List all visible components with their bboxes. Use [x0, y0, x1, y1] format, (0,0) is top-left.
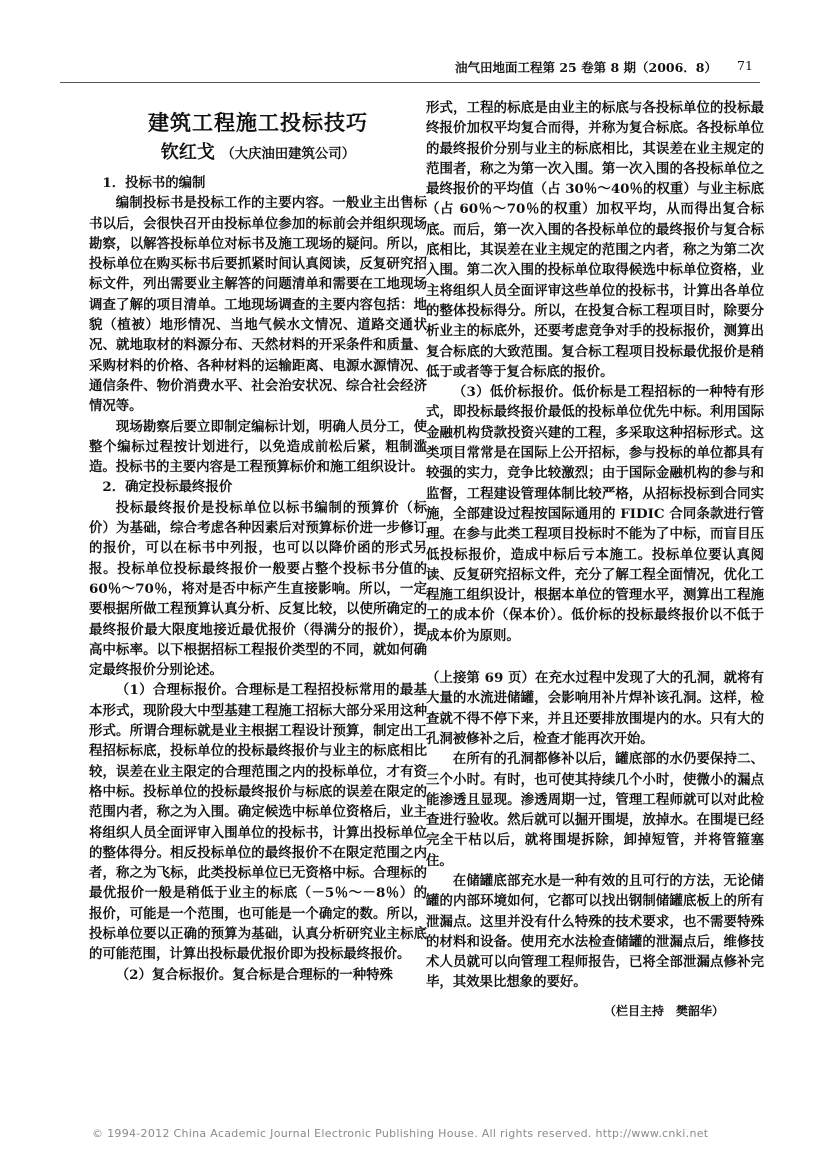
section-heading-1: 1．投标书的编制	[102, 175, 206, 191]
copyright-footer: © 1994-2012 China Academic Journal Electronic Publishing House. All rights reserved. http://www.cnki.net	[92, 1127, 709, 1140]
paragraph: 现场勘察后要立即制定编标计划，明确人员分工，使整个编标过程按计划进行，以免造成前松后紧，粗制滥造。投标书的主要内容是工程预算标价和施工组织设计。	[89, 418, 427, 476]
section-gap	[426, 646, 764, 668]
left-column	[89, 98, 427, 985]
continued-article-paragraph: （上接第 69 页）在充水过程中发现了大的孔洞，就将有大量的水流进储罐，会影响用补片焊补该孔洞。这样，检查就不得不停下来，并且还要排放围堤内的水。只有大的孔洞被修补之后，检查才能再次开始。	[426, 670, 764, 747]
author-line	[89, 138, 427, 169]
paragraph: 在储罐底部充水是一种有效的且可行的方法，无论储罐的内部环境如何，它都可以找出钢制储罐底板上的所有泄漏点。这里并没有什么特殊的技术要求，也不需要特殊的材料和设备。使用充水法检查储罐的泄漏点后，维修技术人员就可以向管理工程师报告，已将全部泄漏点修补完毕，其效果比想象的要好。	[426, 872, 764, 991]
paragraph: 在所有的孔洞都修补以后，罐底部的水仍要保持二、三个小时。有时，也可使其持续几个小时，使微小的漏点能渗透且显现。渗透周期一过，管理工程师就可以对此检查进行验收。然后就可以掘开围堤，放掉水。在围堤已经完全干枯以后，就将围堤拆除，卸掉短管，并将管箍塞住。	[426, 751, 764, 869]
page-number: 71	[737, 58, 753, 73]
author-affiliation: （大庆油田建筑公司）	[221, 146, 356, 162]
author-name: 钦红戈	[160, 142, 215, 163]
paragraph: （2）复合标报价。复合标是合理标的一种特殊	[115, 966, 393, 983]
header-rule	[60, 82, 760, 83]
paragraph: （1）合理标报价。合理标是工程招投标常用的最基本形式，现阶段大中型基建工程施工招标大部分采用这种形式。所谓合理标就是业主根据工程设计预算，制定出工程招标标底，投标单位的投标最终报价与业主的标底相比较，误差在业主限定的合理范围之内的投标单位，才有资格中标。投标单位的投标最终报价与标底的误差在限定的范围内者，称之为入围。确定候选中标单位资格后，业主将组织人员全面评审入围单位的投标书，计算出投标单位的整体得分。相反投标单位的最终报价不在限定范围之内者，称之为飞标，此类投标单位已无资格中标。合理标的最优报价一般是稍低于业主的标底（－5％～－8％）的报价，可能是一个范围，也可能是一个确定的数。所以，投标单位要以正确的预算为基础，认真分析研究业主标底的可能范围，计算出投标最优报价即为投标最终报价。	[89, 682, 427, 963]
paragraph: 形式，工程的标底是由业主的标底与各投标单位的投标最终报价加权平均复合而得，并称为复合标底。各投标单位的最终报价分别与业主的标底相比，其误差在业主规定的范围者，称之为第一次入围。第一次入围的各投标单位之最终报价的平均值（占 30％～40％的权重）与业主标底（占 60％～70％的权重）加权平均，从而得出复合标底。而后，第一次入围的各投标单位的最终报价与复合标底相比，其误差在业主规定的范围之内者，称之为第二次入围。第二次入围的投标单位取得候选中标单位资格，业主将组织人员全面评审这些单位的投标书，计算出各单位的整体投标得分。所以，在投复合标工程项目时，除要分析业主的标底外，还要考虑竞争对手的投标报价，测算出复合标底的大致范围。复合标工程项目投标最优报价是稍低于或者等于复合标底的报价。	[426, 100, 764, 380]
section-heading-2: 2．确定投标最终报价	[102, 479, 233, 496]
paragraph: 编制投标书是投标工作的主要内容。一般业主出售标书以后，会很快召开由投标单位参加的标前会并组织现场勘察，以解答投标单位对标书及施工现场的疑问。所以，投标单位在购买标书后要抓紧时间认真阅读，反复研究招标文件，列出需要业主解答的问题清单和需要在工地现场调查了解的项目清单。工地现场调查的主要内容包括：地貌（植被）地形情况、当地气候水文情况、道路交通状况、就地取材的料源分布、天然材料的开采条件和质量、采购材料的价格、各种材料的运输距离、电源水源情况、通信条件、物价消费水平、社会治安状况、综合社会经济情况等。	[89, 195, 427, 415]
article-title: 建筑工程施工投标技巧	[148, 110, 368, 135]
paragraph: （3）低价标报价。低价标是工程招标的一种特有形式，即投标最终报价最低的投标单位优先中标。利用国际金融机构贷款投资兴建的工程，多采取这种招标形式。这类项目常常是在国际上公开招标，参与投标的单位都具有较强的实力，竞争比较激烈；由于国际金融机构的参与和监督，工程建设管理体制比较严格，从招标投标到合同实施，全部建设过程按国际通用的 FIDIC 合同条款进行管理。在参与此类工程项目投标时不能为了中标，而盲目压低投标报价，造成中标后亏本施工。投标单位要认真阅读、反复研究招标文件，充分了解工程全面情况，优化工程施工组织设计，根据本单位的管理水平，测算出工程施工的成本价（保本价）。低价标的投标最终报价以不低于成本价为原则。	[426, 384, 764, 644]
paragraph: 投标最终报价是投标单位以标书编制的预算价（标价）为基础，综合考虑各种因素后对预算标价进一步修订的报价，可以在标书中列报，也可以以降价函的形式另报。投标单位投标最终报价一般要占整个投标书分值的 60％～70％，将对是否中标产生直接影响。所以，一定要根据所做工程预算认真分析、反复比较，以使所确定的最终报价最大限度地接近最优报价（得满分的报价），提高中标率。以下根据招标工程报价类型的不同，就如何确定最终报价分别论述。	[89, 499, 427, 679]
running-header	[455, 58, 755, 76]
right-column	[426, 98, 764, 1021]
column-editor: （栏目主持 樊韶华）	[603, 1003, 724, 1018]
journal-info: 油气田地面工程第 25 卷第 8 期（2006．8）	[455, 60, 717, 75]
